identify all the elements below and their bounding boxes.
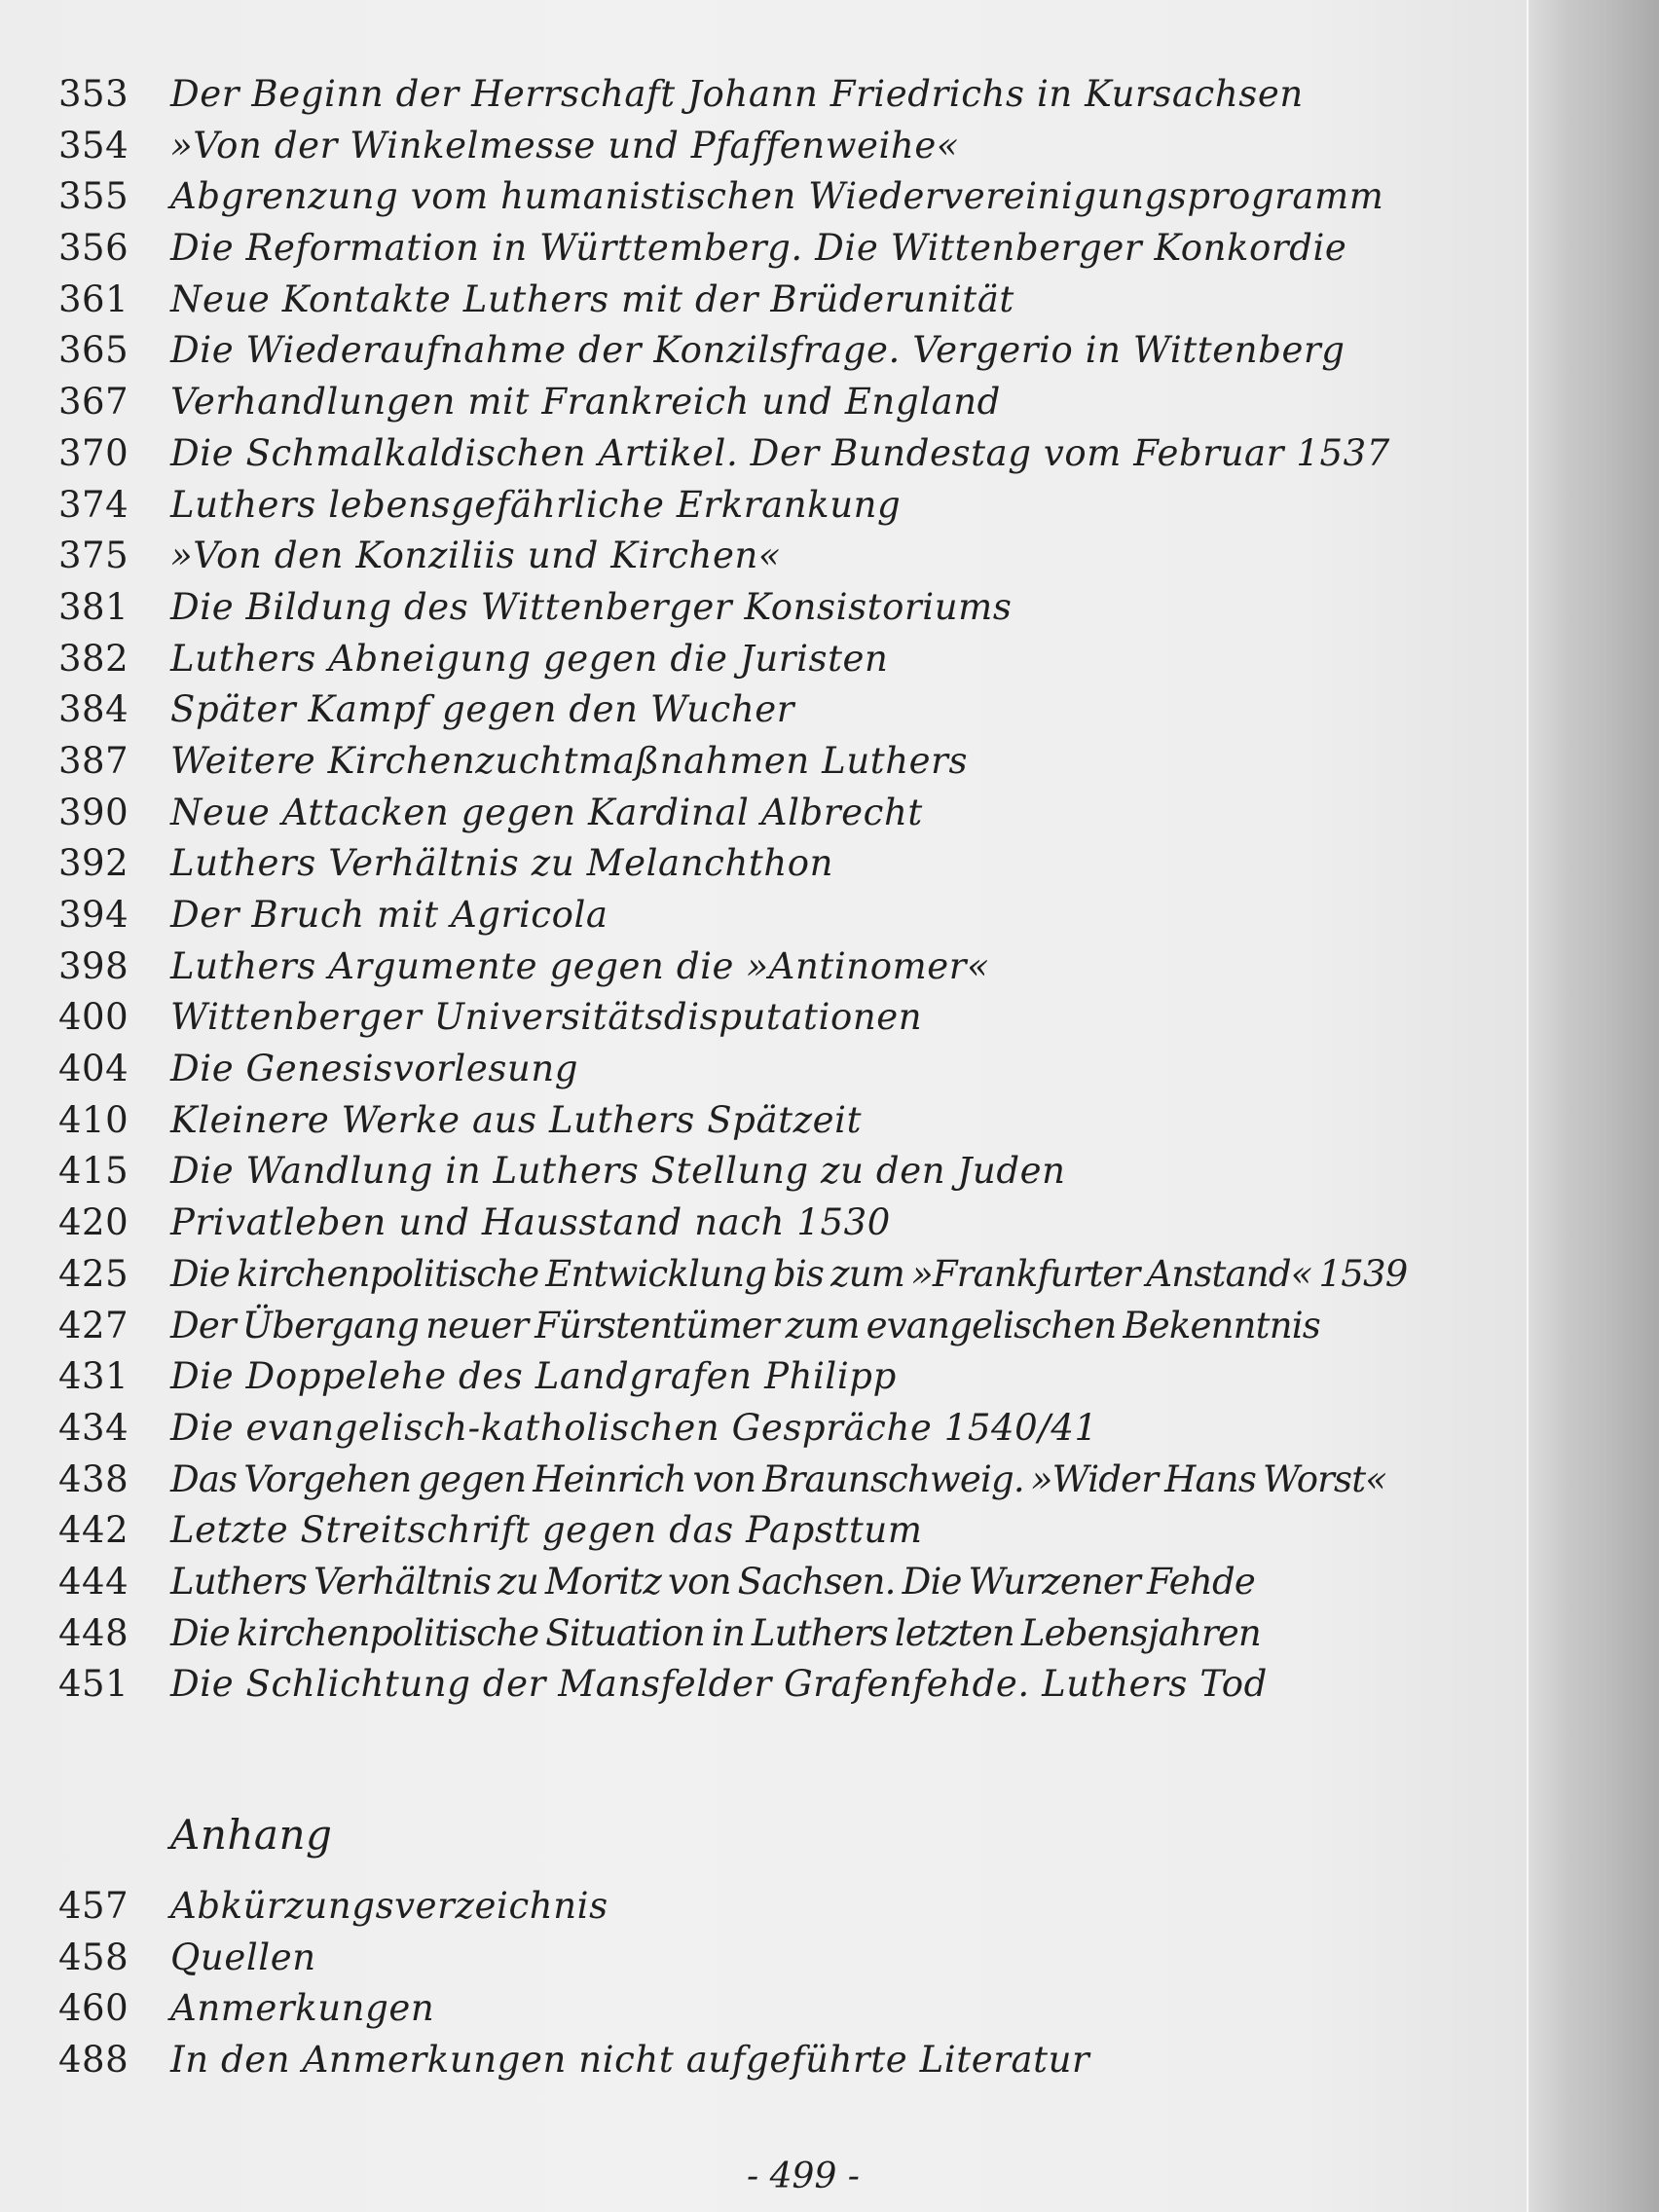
toc-page-number: 410 xyxy=(58,1098,129,1141)
toc-title: Luthers Verhältnis zu Moritz von Sachsen. Die Wurzener Fehde xyxy=(170,1560,1255,1603)
toc-entry xyxy=(39,484,1499,535)
appendix-entry xyxy=(39,1987,1499,2039)
toc-entry xyxy=(39,535,1499,586)
appendix-page-number: 460 xyxy=(58,1987,129,2030)
toc-title: Die Wiederaufnahme der Konzilsfrage. Vergerio in Wittenberg xyxy=(170,329,1346,372)
appendix-title: Abkürzungsverzeichnis xyxy=(170,1885,608,1927)
toc-title: Verhandlungen mit Frankreich und England xyxy=(170,381,1001,424)
toc-title: Abgrenzung vom humanistischen Wiedervereinigungsprogramm xyxy=(170,175,1384,218)
toc-entry xyxy=(39,381,1499,432)
toc-title: Die Doppelehe des Landgrafen Philipp xyxy=(170,1355,897,1398)
toc-title: Luthers Verhältnis zu Melanchthon xyxy=(170,842,834,885)
toc-page-number: 415 xyxy=(58,1150,129,1193)
toc-entry xyxy=(39,1509,1499,1561)
toc-title: Die Schmalkaldischen Artikel. Der Bundestag vom Februar 1537 xyxy=(170,431,1390,474)
toc-title: Luthers Abneigung gegen die Juristen xyxy=(170,637,889,680)
toc-title: Neue Attacken gegen Kardinal Albrecht xyxy=(170,791,923,833)
appendix-heading: Anhang xyxy=(170,1811,333,1859)
toc-page-number: 367 xyxy=(58,381,129,424)
appendix-title: Quellen xyxy=(170,1936,316,1978)
toc-page-number: 353 xyxy=(58,73,129,115)
toc-page-number: 431 xyxy=(58,1355,129,1398)
toc-entry xyxy=(39,1201,1499,1253)
toc-entry xyxy=(39,227,1499,278)
toc-title: Die Schlichtung der Mansfelder Grafenfehde. Luthers Tod xyxy=(170,1663,1268,1706)
toc-title: Die Wandlung in Luthers Stellung zu den Juden xyxy=(170,1150,1066,1193)
toc-page-number: 384 xyxy=(58,688,129,731)
toc-entry xyxy=(39,73,1499,125)
toc-page-number: 394 xyxy=(58,894,129,936)
toc-entry xyxy=(39,740,1499,792)
appendix-page-number: 488 xyxy=(58,2039,129,2082)
appendix-page-number: 458 xyxy=(58,1936,129,1978)
toc-entry xyxy=(39,1458,1499,1510)
toc-page-number: 451 xyxy=(58,1663,129,1706)
toc-page-number: 400 xyxy=(58,996,129,1039)
appendix-entry xyxy=(39,1885,1499,1936)
toc-page-number: 382 xyxy=(58,637,129,680)
toc-page-number: 354 xyxy=(58,124,129,166)
toc-page-number: 356 xyxy=(58,227,129,270)
toc-entry xyxy=(39,1150,1499,1201)
toc-page-number: 390 xyxy=(58,791,129,833)
toc-page-number: 387 xyxy=(58,739,129,782)
appendix-page-number: 457 xyxy=(58,1885,129,1927)
toc-title: Luthers Argumente gegen die »Antinomer« xyxy=(170,944,990,987)
toc-entry xyxy=(39,329,1499,381)
toc-title: Die Genesisvorlesung xyxy=(170,1048,579,1090)
toc-entry xyxy=(39,842,1499,894)
toc-title: Die Bildung des Wittenberger Konsistoriums xyxy=(170,585,1013,628)
toc-entry xyxy=(39,1612,1499,1664)
toc-page-number: 370 xyxy=(58,431,129,474)
toc-title: Neue Kontakte Luthers mit der Brüderunität xyxy=(170,277,1014,320)
toc-page-number: 361 xyxy=(58,277,129,320)
toc-page-number: 420 xyxy=(58,1201,129,1244)
toc-entry xyxy=(39,1099,1499,1151)
toc-page-number: 425 xyxy=(58,1252,129,1295)
toc-title: »Von den Konziliis und Kirchen« xyxy=(170,535,782,577)
toc-entry xyxy=(39,894,1499,945)
toc-entry xyxy=(39,792,1499,843)
toc-page-number: 381 xyxy=(58,585,129,628)
toc-entry xyxy=(39,125,1499,176)
toc-entry xyxy=(39,945,1499,997)
toc-entry xyxy=(39,1048,1499,1099)
toc-title: Die kirchenpolitische Entwicklung bis zum »Frankfurter Anstand« 1539 xyxy=(170,1252,1408,1295)
appendix-entry xyxy=(39,1936,1499,1988)
toc-page-number: 427 xyxy=(58,1304,129,1346)
toc-page-number: 444 xyxy=(58,1560,129,1603)
toc-page-number: 355 xyxy=(58,175,129,218)
toc-title: Kleinere Werke aus Luthers Spätzeit xyxy=(170,1098,863,1141)
toc-title: Luthers lebensgefährliche Erkrankung xyxy=(170,483,902,526)
toc-title: Die kirchenpolitische Situation in Luthers letzten Lebensjahren xyxy=(170,1611,1261,1654)
toc-entry xyxy=(39,1305,1499,1356)
toc-entry xyxy=(39,638,1499,689)
table-of-contents xyxy=(39,73,1499,1714)
toc-title: Letzte Streitschrift gegen das Papsttum xyxy=(170,1509,923,1552)
toc-entry xyxy=(39,175,1499,227)
toc-page-number: 375 xyxy=(58,535,129,577)
toc-title: Der Bruch mit Agricola xyxy=(170,894,608,936)
toc-page-number: 392 xyxy=(58,842,129,885)
toc-page-number: 434 xyxy=(58,1406,129,1449)
toc-page-number: 374 xyxy=(58,483,129,526)
toc-title: Wittenberger Universitätsdisputationen xyxy=(170,996,923,1039)
toc-page-number: 365 xyxy=(58,329,129,372)
toc-title: Die evangelisch-katholischen Gespräche 1540/41 xyxy=(170,1406,1098,1449)
appendix-title: In den Anmerkungen nicht aufgeführte Literatur xyxy=(170,2039,1090,2082)
toc-page-number: 438 xyxy=(58,1457,129,1500)
page-number-footer: - 499 - xyxy=(747,2157,860,2196)
toc-title: »Von der Winkelmesse und Pfaffenweihe« xyxy=(170,124,960,166)
toc-entry xyxy=(39,1407,1499,1458)
toc-title: Der Übergang neuer Fürstentümer zum evangelischen Bekenntnis xyxy=(170,1304,1320,1346)
appendix-entry xyxy=(39,2039,1499,2090)
toc-entry xyxy=(39,586,1499,638)
toc-title: Später Kampf gegen den Wucher xyxy=(170,688,795,731)
appendix-list xyxy=(39,1885,1499,2090)
toc-entry xyxy=(39,432,1499,484)
toc-entry xyxy=(39,1355,1499,1407)
toc-title: Der Beginn der Herrschaft Johann Friedrichs in Kursachsen xyxy=(170,73,1304,115)
toc-title: Weitere Kirchenzuchtmaßnahmen Luthers xyxy=(170,739,969,782)
toc-title: Das Vorgehen gegen Heinrich von Braunschweig. »Wider Hans Worst« xyxy=(170,1457,1387,1500)
toc-page-number: 398 xyxy=(58,944,129,987)
toc-entry xyxy=(39,1561,1499,1612)
toc-entry xyxy=(39,996,1499,1048)
toc-entry xyxy=(39,278,1499,330)
toc-entry xyxy=(39,1253,1499,1305)
toc-page-number: 448 xyxy=(58,1611,129,1654)
toc-entry xyxy=(39,688,1499,740)
toc-page-number: 442 xyxy=(58,1509,129,1552)
toc-title: Die Reformation in Württemberg. Die Wittenberger Konkordie xyxy=(170,227,1347,270)
appendix-title: Anmerkungen xyxy=(170,1987,435,2030)
toc-page-number: 404 xyxy=(58,1048,129,1090)
toc-title: Privatleben und Hausstand nach 1530 xyxy=(170,1201,891,1244)
toc-entry xyxy=(39,1663,1499,1714)
book-spine-shadow xyxy=(1527,0,1659,2212)
